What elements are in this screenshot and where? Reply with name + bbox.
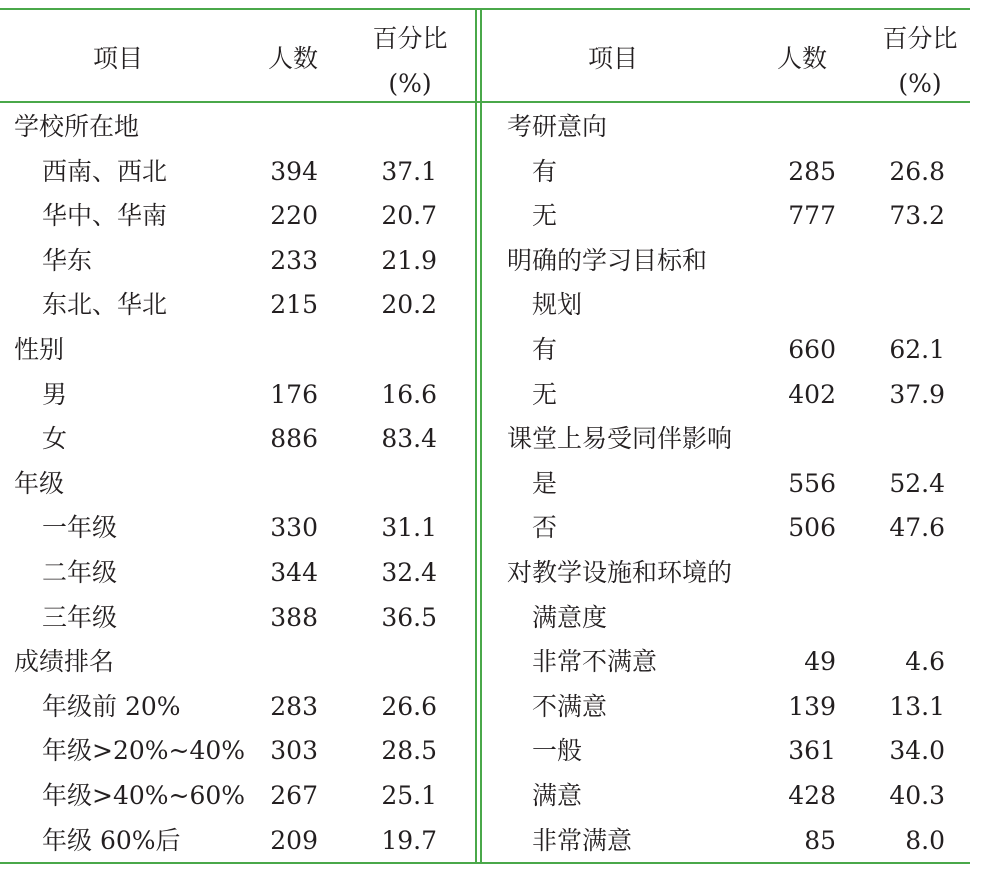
item-label: 华中、华南	[42, 201, 168, 230]
percent-cell: 52.4	[889, 469, 945, 498]
count-cell: 402	[788, 380, 836, 409]
item-label: 一年级	[42, 513, 118, 542]
item-label: 规划	[532, 290, 583, 319]
count-cell: 506	[788, 513, 836, 542]
count-cell: 215	[270, 290, 318, 319]
header-rule	[0, 101, 970, 103]
percent-cell: 36.5	[381, 603, 437, 632]
percent-cell: 47.6	[889, 513, 945, 542]
top-rule	[0, 8, 970, 10]
item-label: 满意	[532, 781, 583, 810]
percent-cell: 40.3	[889, 781, 945, 810]
center-divider-left	[475, 8, 477, 864]
count-cell: 344	[270, 558, 318, 587]
item-label: 有	[532, 157, 558, 186]
right-header-count: 人数	[776, 44, 827, 73]
percent-cell: 25.1	[381, 781, 437, 810]
group-label: 对教学设施和环境的	[507, 558, 733, 587]
percent-cell: 34.0	[889, 736, 945, 765]
item-label: 满意度	[532, 603, 608, 632]
group-label: 性别	[14, 335, 65, 364]
count-cell: 283	[270, 692, 318, 721]
count-cell: 85	[804, 826, 836, 855]
count-cell: 556	[788, 469, 836, 498]
count-cell: 139	[788, 692, 836, 721]
item-label: 否	[532, 513, 558, 542]
item-label: 无	[532, 201, 558, 230]
count-cell: 777	[788, 201, 836, 230]
percent-cell: 16.6	[381, 380, 437, 409]
percent-cell: 20.7	[381, 201, 437, 230]
count-cell: 49	[804, 647, 836, 676]
right-header-pct: 百分比	[882, 24, 958, 53]
count-cell: 428	[788, 781, 836, 810]
count-cell: 394	[270, 157, 318, 186]
item-label: 西南、西北	[42, 157, 168, 186]
percent-cell: 37.9	[889, 380, 945, 409]
group-label: 考研意向	[507, 112, 608, 141]
left-header-pct-unit: (%)	[388, 69, 432, 98]
item-label: 男	[42, 380, 68, 409]
group-label: 成绩排名	[14, 647, 115, 676]
percent-cell: 26.6	[381, 692, 437, 721]
percent-cell: 4.6	[905, 647, 945, 676]
group-label: 课堂上易受同伴影响	[507, 424, 733, 453]
count-cell: 220	[270, 201, 318, 230]
right-header-item: 项目	[587, 44, 638, 73]
percent-cell: 21.9	[381, 246, 437, 275]
item-label: 华东	[42, 246, 93, 275]
item-label: 有	[532, 335, 558, 364]
percent-cell: 13.1	[889, 692, 945, 721]
count-cell: 233	[270, 246, 318, 275]
count-cell: 388	[270, 603, 318, 632]
bottom-rule	[0, 862, 970, 864]
group-label: 学校所在地	[14, 112, 140, 141]
group-label: 年级	[14, 469, 65, 498]
percent-cell: 19.7	[381, 826, 437, 855]
count-cell: 303	[270, 736, 318, 765]
item-label: 一般	[532, 736, 583, 765]
count-cell: 886	[270, 424, 318, 453]
count-cell: 267	[270, 781, 318, 810]
count-cell: 660	[788, 335, 836, 364]
percent-cell: 37.1	[381, 157, 437, 186]
center-divider-right	[480, 8, 482, 864]
item-label: 非常满意	[532, 826, 633, 855]
item-label: 年级 60%后	[42, 826, 181, 855]
count-cell: 176	[270, 380, 318, 409]
percent-cell: 28.5	[381, 736, 437, 765]
percent-cell: 26.8	[889, 157, 945, 186]
group-label: 明确的学习目标和	[507, 246, 708, 275]
item-label: 年级前 20%	[42, 692, 181, 721]
percent-cell: 8.0	[905, 826, 945, 855]
percent-cell: 73.2	[889, 201, 945, 230]
item-label: 三年级	[42, 603, 118, 632]
left-header-item: 项目	[92, 44, 143, 73]
item-label: 东北、华北	[42, 290, 168, 319]
item-label: 二年级	[42, 558, 118, 587]
count-cell: 330	[270, 513, 318, 542]
left-header-count: 人数	[267, 44, 318, 73]
percent-cell: 62.1	[889, 335, 945, 364]
percent-cell: 20.2	[381, 290, 437, 319]
item-label: 年级>40%~60%	[42, 781, 246, 810]
percent-cell: 83.4	[381, 424, 437, 453]
percent-cell: 31.1	[381, 513, 437, 542]
item-label: 非常不满意	[532, 647, 658, 676]
item-label: 女	[42, 424, 68, 453]
item-label: 无	[532, 380, 558, 409]
count-cell: 361	[788, 736, 836, 765]
item-label: 年级>20%~40%	[42, 736, 246, 765]
right-header-pct-unit: (%)	[898, 69, 942, 98]
percent-cell: 32.4	[381, 558, 437, 587]
count-cell: 285	[788, 157, 836, 186]
item-label: 是	[532, 469, 558, 498]
left-header-pct: 百分比	[372, 24, 448, 53]
count-cell: 209	[270, 826, 318, 855]
item-label: 不满意	[532, 692, 608, 721]
